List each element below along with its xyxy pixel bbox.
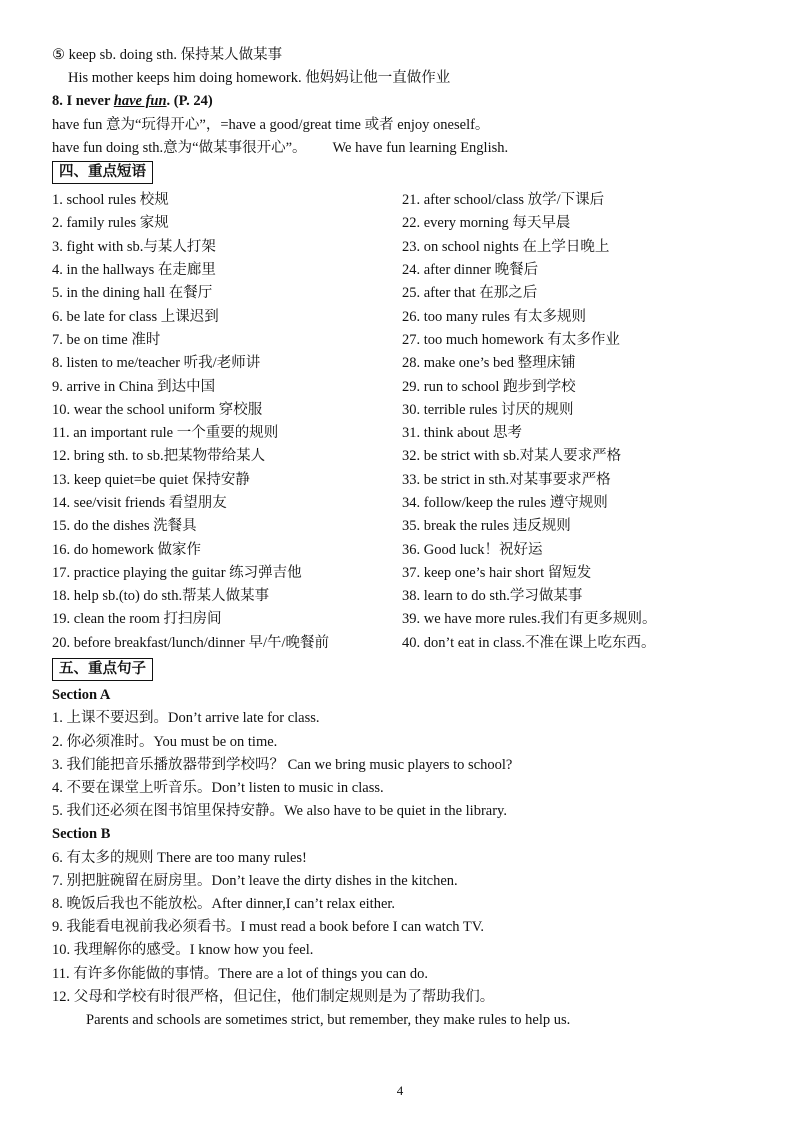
phrase-item: 37. keep one’s hair short 留短发 (402, 564, 592, 581)
phrase-item: 4. in the hallways 在走廊里 (52, 262, 216, 279)
phrase-item: 8. listen to me/teacher 听我/老师讲 (52, 355, 261, 372)
phrase-item: 25. after that 在那之后 (402, 285, 538, 302)
phrase-columns (52, 189, 752, 655)
phrase-item: 5. in the dining hall 在餐厅 (52, 285, 213, 302)
phrase-item: 15. do the dishes 洗餐具 (52, 518, 197, 535)
phrase-item: 39. we have more rules.我们有更多规则。 (402, 611, 657, 628)
document-page (52, 44, 752, 1032)
page-number: 4 (396, 1083, 404, 1098)
phrase-item: 22. every morning 每天早晨 (402, 215, 571, 232)
phrase-item: 38. learn to do sth.学习做某事 (402, 588, 583, 605)
phrase-line: ⑤ keep sb. doing sth. 保持某人做某事 (52, 47, 283, 63)
example-sentence: His mother keeps him doing homework. 他妈妈让他一直做作业 (68, 70, 451, 87)
section-b-list (52, 847, 752, 1009)
phrase-item: 10. wear the school uniform 穿校服 (52, 401, 263, 418)
phrase-column-left (52, 189, 402, 655)
phrase-item: 29. run to school 跑步到学校 (402, 378, 576, 395)
heading-have-fun: 8. I never have fun. (P. 24) (52, 93, 213, 110)
phrase-item: 36. Good luck！祝好运 (402, 541, 543, 558)
phrase-item: 18. help sb.(to) do sth.帮某人做某事 (52, 588, 270, 605)
phrase-item: 11. an important rule 一个重要的规则 (52, 425, 279, 442)
section-a-list (52, 707, 752, 823)
sentence-item: 7. 别把脏碗留在厨房里。Don’t leave the dirty dishes in the kitchen. (52, 872, 458, 889)
phrase-item: 35. break the rules 违反规则 (402, 518, 571, 535)
phrase-item: 14. see/visit friends 看望朋友 (52, 494, 227, 511)
sentence-item: 3. 我们能把音乐播放器带到学校吗？ Can we bring music players to school? (52, 756, 513, 773)
phrase-item: 19. clean the room 打扫房间 (52, 611, 222, 628)
sentence-item: 11. 有许多你能做的事情。There are a lot of things you can do. (52, 965, 428, 982)
sentence-item: 5. 我们还必须在图书馆里保持安静。We also have to be quiet in the library. (52, 803, 507, 820)
phrase-item: 40. don’t eat in class.不准在课上吃东西。 (402, 634, 656, 651)
phrase-item: 6. be late for class 上课迟到 (52, 308, 219, 325)
section-four-title: 四、重点短语 (52, 161, 153, 184)
phrase-item: 20. before breakfast/lunch/dinner 早/午/晚餐前 (52, 634, 330, 651)
phrase-item: 7. be on time 准时 (52, 331, 161, 348)
sentence-item: 10. 我理解你的感受。I know how you feel. (52, 942, 314, 959)
phrase-item: 24. after dinner 晚餐后 (402, 262, 539, 279)
explanation-line: have fun 意为“玩得开心”，=have a good/great time 或者 enjoy oneself。 (52, 116, 490, 133)
explanation-line-2: have fun doing sth.意为“做某事很开心”。 We have fun learning English. (52, 139, 509, 156)
section-a-heading: Section A (52, 687, 111, 704)
phrase-item: 31. think about 思考 (402, 425, 523, 442)
phrase-item: 27. too much homework 有太多作业 (402, 331, 620, 348)
section-five-title: 五、重点句子 (52, 658, 153, 681)
sentence-translation: Parents and schools are sometimes strict, but remember, they make rules to help us. (86, 1011, 571, 1028)
sentence-item: 12. 父母和学校有时很严格，但记住，他们制定规则是为了帮助我们。 (52, 988, 495, 1005)
phrase-item: 13. keep quiet=be quiet 保持安静 (52, 471, 250, 488)
phrase-item: 17. practice playing the guitar 练习弹吉他 (52, 564, 302, 581)
sentence-item: 1. 上课不要迟到。Don’t arrive late for class. (52, 710, 320, 727)
phrase-item: 1. school rules 校规 (52, 192, 169, 209)
phrase-item: 2. family rules 家规 (52, 215, 169, 232)
sentence-item: 4. 不要在课堂上听音乐。Don’t listen to music in class. (52, 780, 384, 796)
phrase-item: 32. be strict with sb.对某人要求严格 (402, 448, 622, 465)
sentence-item: 6. 有太多的规则 There are too many rules! (52, 849, 307, 866)
phrase-item: 33. be strict in sth.对某事要求严格 (402, 471, 611, 488)
phrase-item: 21. after school/class 放学/下课后 (402, 192, 605, 209)
phrase-item: 12. bring sth. to sb.把某物带给某人 (52, 448, 266, 465)
phrase-item: 23. on school nights 在上学日晚上 (402, 238, 610, 255)
phrase-item: 34. follow/keep the rules 遵守规则 (402, 494, 608, 511)
phrase-item: 9. arrive in China 到达中国 (52, 378, 216, 395)
phrase-item: 30. terrible rules 讨厌的规则 (402, 401, 574, 418)
section-b-heading: Section B (52, 826, 111, 843)
phrase-item: 3. fight with sb.与某人打架 (52, 238, 216, 255)
sentence-item: 9. 我能看电视前我必须看书。I must read a book before I can watch TV. (52, 919, 484, 936)
sentence-item: 2. 你必须准时。You must be on time. (52, 733, 278, 750)
phrase-item: 28. make one’s bed 整理床铺 (402, 355, 576, 372)
section-four-title-row (52, 160, 752, 183)
sentence-item: 8. 晚饭后我也不能放松。After dinner,I can’t relax either. (52, 895, 396, 912)
section-five-title-row (52, 657, 752, 680)
phrase-item: 26. too many rules 有太多规则 (402, 308, 587, 325)
phrase-item: 16. do homework 做家作 (52, 541, 202, 558)
phrase-column-right (402, 189, 752, 655)
